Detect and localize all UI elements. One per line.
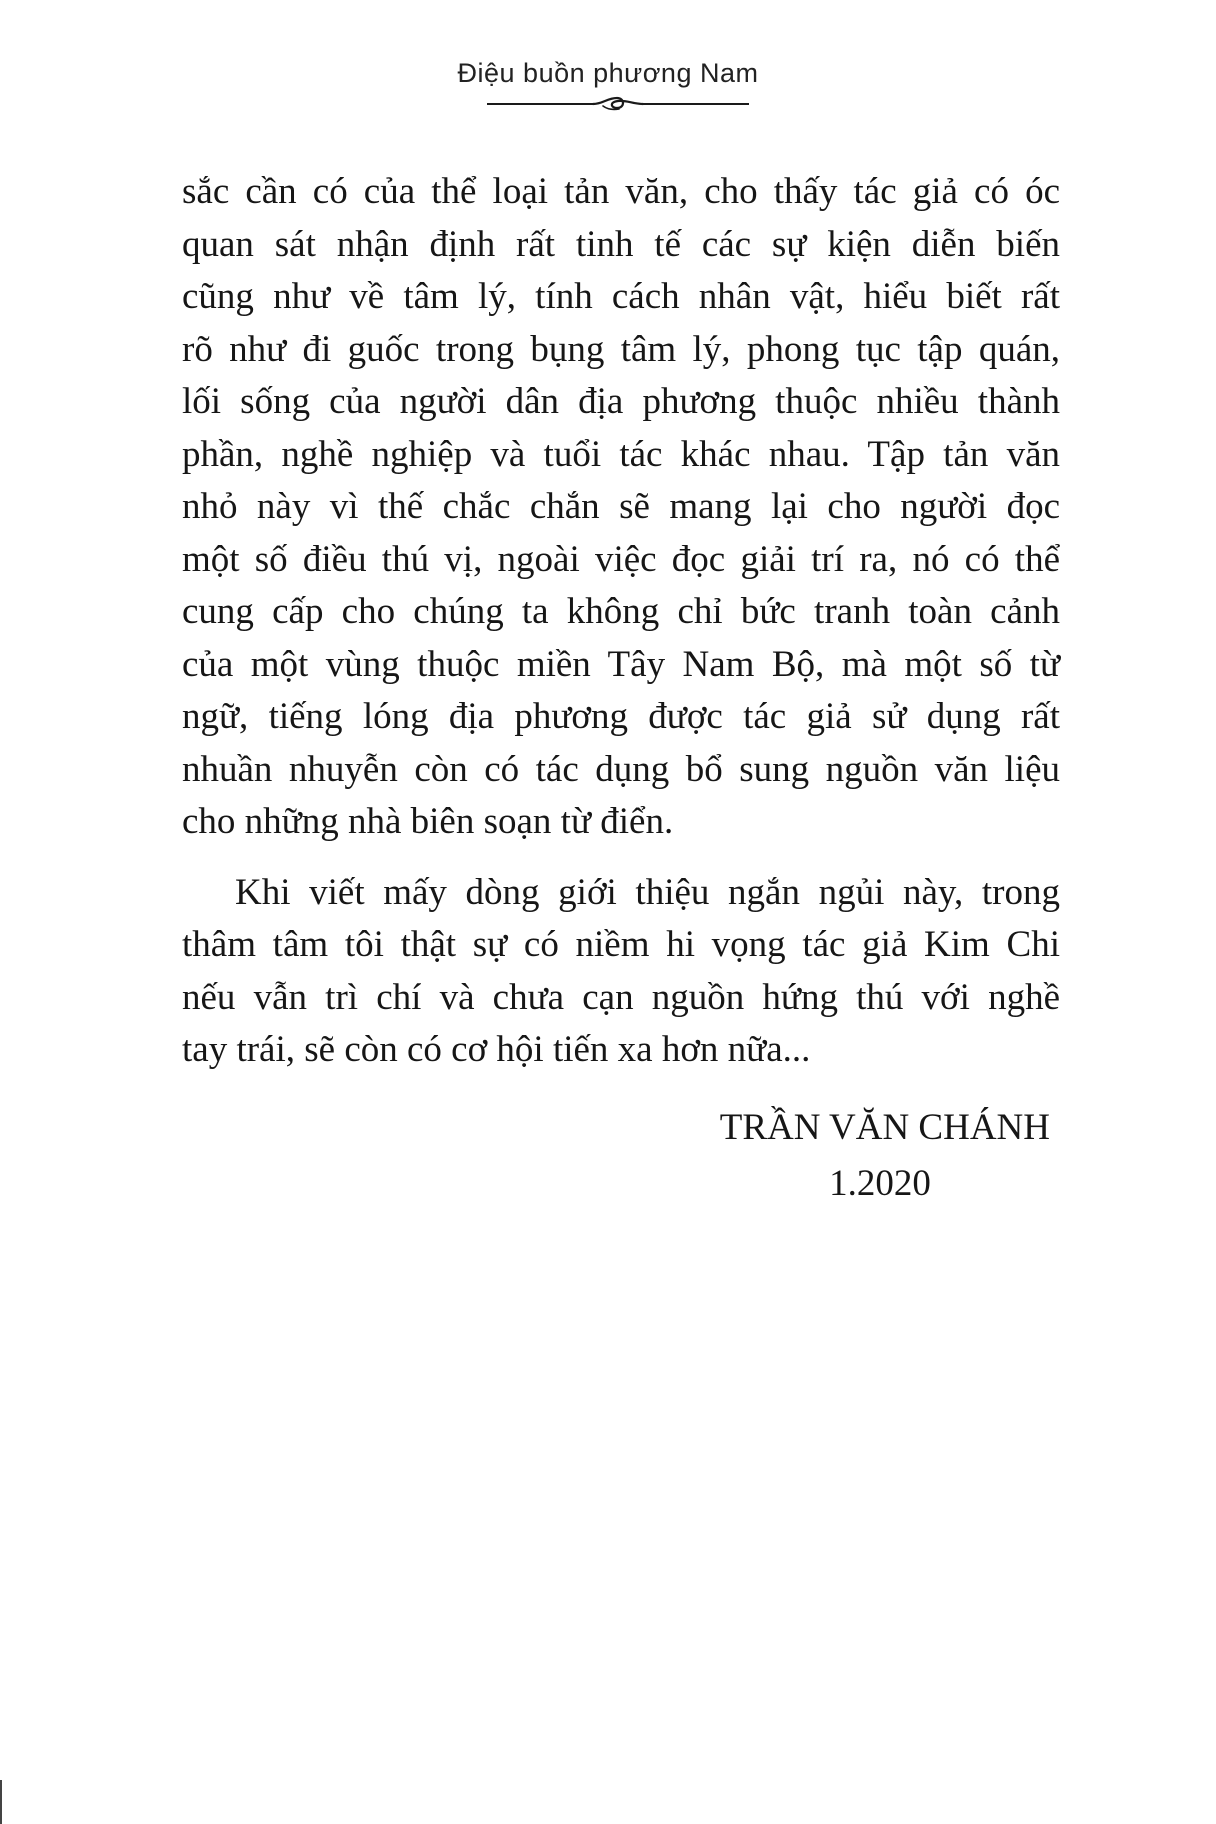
- text-line: nếu vẫn trì chí và chưa cạn nguồn hứng thú với nghề: [182, 976, 1060, 1018]
- text-line: phần, nghề nghiệp và tuổi tác khác nhau. Tập tản văn: [182, 433, 1060, 475]
- author-name: TRẦN VĂN CHÁNH: [719, 1107, 1050, 1148]
- paragraph-spacer: [182, 849, 1060, 867]
- text-line: cung cấp cho chúng ta không chỉ bức tranh toàn cảnh: [182, 591, 1060, 632]
- paragraph-2: [182, 867, 1060, 1077]
- text-line: thâm tâm tôi thật sự có niềm hi vọng tác giả Kim Chi: [182, 924, 1060, 965]
- text-line: quan sát nhận định rất tinh tế các sự kiện diễn biến: [182, 223, 1060, 265]
- signature-block: [690, 1100, 1050, 1212]
- text-line: lối sống của người dân địa phương thuộc nhiều thành: [182, 381, 1060, 422]
- body-text: [182, 166, 1060, 1077]
- text-line: nhỏ này vì thế chắc chắn sẽ mang lại cho người đọc: [182, 486, 1060, 527]
- text-line: cũng như về tâm lý, tính cách nhân vật, hiểu biết rất: [182, 276, 1060, 317]
- running-header-title: Điệu buồn phương Nam: [457, 58, 759, 88]
- text-line: nhuần nhuyễn còn có tác dụng bổ sung nguồn văn liệu: [182, 748, 1060, 790]
- paragraph-1: [182, 166, 1060, 849]
- text-line: của một vùng thuộc miền Tây Nam Bộ, mà một số từ: [182, 643, 1060, 685]
- text-line: sắc cần có của thể loại tản văn, cho thấy tác giả có óc: [182, 171, 1060, 212]
- text-line: cho những nhà biên soạn từ điển.: [182, 801, 674, 842]
- text-line: rõ như đi guốc trong bụng tâm lý, phong tục tập quán,: [182, 328, 1060, 370]
- text-line: một số điều thú vị, ngoài việc đọc giải trí ra, nó có thể: [182, 538, 1060, 580]
- signature-date: 1.2020: [829, 1163, 931, 1204]
- text-line: tay trái, sẽ còn có cơ hội tiến xa hơn nữa...: [182, 1029, 811, 1070]
- text-line: ngữ, tiếng lóng địa phương được tác giả sử dụng rất: [182, 696, 1060, 737]
- swash-divider-icon: [485, 90, 751, 116]
- text-line: Khi viết mấy dòng giới thiệu ngắn ngủi này, trong: [235, 871, 1060, 913]
- page-edge-mark: [0, 1780, 2, 1824]
